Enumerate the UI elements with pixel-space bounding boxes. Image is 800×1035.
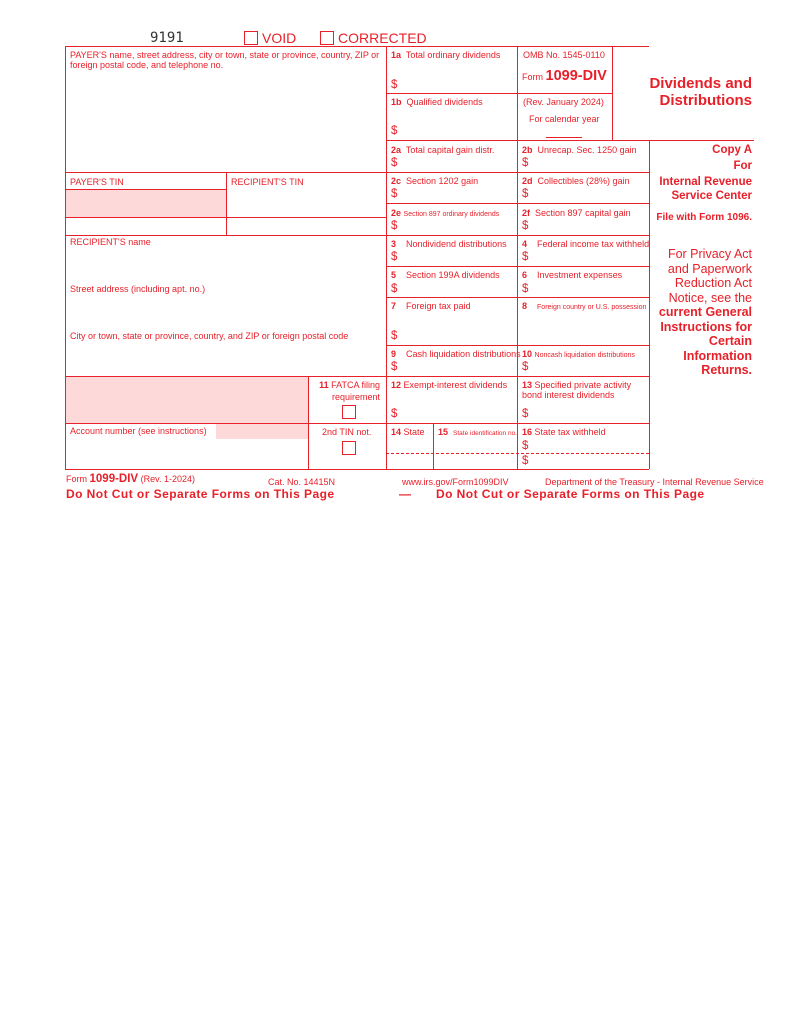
box10-field[interactable]: [531, 360, 647, 375]
corrected-checkbox[interactable]: [320, 31, 334, 45]
box7-label: [391, 301, 471, 311]
box16-num: 16: [522, 427, 533, 437]
box2e-field[interactable]: [400, 219, 515, 234]
box6-text: Investment expenses: [537, 270, 623, 280]
privacy-line6: Instructions for: [660, 319, 752, 334]
box12-dollar: $: [391, 408, 398, 420]
footer-form-id: [66, 473, 195, 486]
box15-field[interactable]: [434, 438, 516, 468]
recipient-name-label: RECIPIENT'S name: [70, 237, 151, 247]
box8-num: 8: [522, 301, 528, 311]
box2c-text: Section 1202 gain: [406, 176, 479, 186]
box4-text: Federal income tax withheld: [537, 239, 650, 249]
box2d-dollar: $: [522, 188, 529, 200]
box15-num: 15: [438, 427, 449, 437]
box2e-num: 2e: [391, 208, 402, 218]
footer-form-prefix: Form: [66, 474, 87, 484]
do-not-cut-left: Do Not Cut or Separate Forms on This Page: [66, 487, 335, 501]
recipient-tin-field[interactable]: [227, 189, 386, 217]
box1a-text: Total ordinary dividends: [405, 50, 501, 60]
city-state-zip-label: City or town, state or province, country, and ZIP or foreign postal code: [70, 331, 349, 341]
box2c-field[interactable]: [400, 187, 515, 202]
form-name: 1099-DIV: [545, 68, 607, 84]
box9-text: Cash liquidation distributions: [406, 349, 521, 359]
box15-text: State identification no.: [453, 430, 517, 437]
copy-a-line4: Service Center: [671, 190, 752, 202]
box2f-text: Section 897 capital gain: [535, 208, 631, 218]
form-prefix: Form: [522, 72, 543, 82]
box2a-field[interactable]: [400, 156, 515, 171]
privacy-line7: Certain: [708, 334, 752, 348]
box2f-num: 2f: [522, 208, 531, 218]
box1b-dollar: $: [391, 125, 398, 137]
box6-num: 6: [522, 270, 528, 280]
form-title-line2: Distributions: [659, 92, 752, 109]
account-number-label: Account number (see instructions): [70, 426, 207, 436]
box10-num: 10: [522, 349, 533, 359]
box1b-field[interactable]: [400, 122, 515, 138]
box7-num: 7: [391, 301, 397, 311]
box4-num: 4: [522, 239, 528, 249]
department-label: Department of the Treasury - Internal Revenue Service: [545, 477, 764, 487]
privacy-line3: Reduction Act: [674, 276, 752, 290]
box6-dollar: $: [522, 283, 529, 295]
recipient-name-field[interactable]: [66, 248, 386, 282]
corrected-label: CORRECTED: [338, 30, 427, 46]
box10-text: Noncash liquidation distributions: [534, 352, 635, 359]
box14-label: [391, 427, 425, 437]
box14-field[interactable]: [387, 438, 432, 468]
cat-number: Cat. No. 14415N: [268, 477, 336, 487]
box1b-label: [391, 97, 483, 107]
box7-dollar: $: [391, 330, 398, 342]
box5-field[interactable]: [400, 282, 515, 296]
box12-text: Exempt-interest dividends: [403, 380, 508, 390]
box2a-label: [391, 145, 494, 155]
footer-rev: (Rev. 1-2024): [140, 474, 195, 484]
do-not-cut-right: Do Not Cut or Separate Forms on This Page: [436, 487, 705, 501]
payer-name-label: PAYER'S name, street address, city or town, state or province, country, ZIP or foreign postal code, and telephone no.: [70, 50, 380, 70]
box5-text: Section 199A dividends: [406, 270, 500, 280]
void-label: VOID: [262, 30, 297, 46]
box16-dollar-2: $: [522, 455, 529, 467]
payer-tin-field[interactable]: [66, 189, 226, 217]
box16-field[interactable]: [531, 438, 647, 468]
box2a-text: Total capital gain distr.: [405, 145, 495, 155]
box1b-num: 1b: [391, 97, 402, 107]
box9-field[interactable]: [400, 360, 515, 375]
box2f-dollar: $: [522, 220, 529, 232]
irs-url: www.irs.gov/Form1099DIV: [402, 477, 509, 487]
box2f-field[interactable]: [531, 219, 647, 234]
city-state-zip-field[interactable]: [66, 343, 386, 375]
form-title-top: [522, 68, 607, 85]
second-tin-label: 2nd TIN not.: [322, 427, 372, 437]
payer-tin-label: PAYER'S TIN: [70, 177, 124, 187]
box2d-field[interactable]: [531, 187, 647, 202]
box2a-num: 2a: [391, 145, 402, 155]
box3-label: [391, 239, 507, 249]
payer-name-field[interactable]: [66, 75, 386, 171]
box9-label: [391, 349, 521, 359]
box7-field[interactable]: [400, 328, 515, 344]
box4-field[interactable]: [531, 250, 647, 265]
box10-dollar: $: [522, 361, 529, 373]
calendar-year-field[interactable]: [546, 124, 582, 137]
box11-text: FATCA filing requirement: [331, 380, 380, 402]
copy-a-line3: Internal Revenue: [659, 176, 752, 188]
account-number-field[interactable]: [66, 440, 308, 468]
box2d-num: 2d: [522, 176, 533, 186]
box4-dollar: $: [522, 251, 529, 263]
box12-num: 12: [391, 380, 402, 390]
fatca-checkbox[interactable]: [342, 405, 356, 419]
box2f-label: [522, 208, 631, 218]
box12-field[interactable]: [400, 406, 515, 422]
calendar-year-label: For calendar year: [529, 114, 600, 124]
box4-label: [522, 239, 649, 249]
box7-text: Foreign tax paid: [406, 301, 471, 311]
box6-field[interactable]: [531, 282, 647, 296]
box16-dollar-1: $: [522, 440, 529, 452]
box2b-label: [522, 145, 637, 155]
copy-a-block: [659, 143, 752, 203]
box2d-text: Collectibles (28%) gain: [537, 176, 630, 186]
box14-text: State: [403, 427, 425, 437]
box13-dollar: $: [522, 408, 529, 420]
street-address-label: Street address (including apt. no.): [70, 284, 206, 294]
box16-label: [522, 427, 606, 437]
box3-field[interactable]: [400, 250, 515, 265]
box2b-num: 2b: [522, 145, 533, 155]
privacy-line8: Information: [683, 348, 752, 363]
form-title: [649, 75, 752, 109]
box9-dollar: $: [391, 361, 398, 373]
box1a-field[interactable]: [400, 76, 515, 92]
box2c-label: [391, 176, 478, 186]
box13-num: 13: [522, 380, 533, 390]
box3-text: Nondividend distributions: [406, 239, 507, 249]
box5-num: 5: [391, 270, 397, 280]
box3-num: 3: [391, 239, 397, 249]
box8-text: Foreign country or U.S. possession: [537, 304, 647, 311]
box11-label: [310, 379, 380, 403]
void-checkbox[interactable]: [244, 31, 258, 45]
form-code: 9191: [150, 30, 184, 46]
file-with-1096: File with Form 1096.: [656, 212, 752, 223]
second-tin-checkbox[interactable]: [342, 441, 356, 455]
box5-label: [391, 270, 500, 280]
box12-label: [391, 380, 507, 390]
account-shaded-area: [216, 424, 308, 439]
box2b-dollar: $: [522, 157, 529, 169]
revision-date: (Rev. January 2024): [523, 97, 604, 107]
street-address-field[interactable]: [66, 296, 386, 328]
box13-text: Specified private activity bond interest dividends: [522, 380, 632, 400]
box2e-text: Section 897 ordinary dividends: [403, 211, 500, 218]
privacy-line1: For Privacy Act: [667, 247, 752, 261]
box1b-text: Qualified dividends: [406, 97, 483, 107]
privacy-notice: [659, 247, 752, 378]
footer-form-name: 1099-DIV: [89, 473, 139, 485]
privacy-line4: Notice, see the: [668, 290, 752, 305]
box2b-field[interactable]: [531, 156, 647, 171]
copy-a-line1: Copy A: [712, 144, 752, 156]
box2c-dollar: $: [391, 188, 398, 200]
box13-label: [522, 380, 647, 400]
box14-num: 14: [391, 427, 402, 437]
box13-field[interactable]: [531, 406, 647, 422]
copy-a-line2: For: [733, 160, 752, 172]
box1a-dollar: $: [391, 79, 398, 91]
box2b-text: Unrecap. Sec. 1250 gain: [537, 145, 637, 155]
box11-num: 11: [319, 380, 329, 390]
privacy-line9: Returns.: [701, 363, 752, 377]
omb-number: OMB No. 1545-0110: [523, 50, 605, 60]
box2d-label: [522, 176, 630, 186]
box2a-dollar: $: [391, 157, 398, 169]
box3-dollar: $: [391, 251, 398, 263]
box1a-label: [391, 50, 500, 60]
box16-text: State tax withheld: [534, 427, 606, 437]
recipient-tin-label: RECIPIENT'S TIN: [231, 177, 304, 187]
box2c-num: 2c: [391, 176, 402, 186]
privacy-line2: and Paperwork: [667, 261, 752, 276]
box8-label: [522, 301, 646, 313]
fatca-shaded-area: [66, 376, 308, 423]
privacy-line5: current General: [658, 305, 752, 319]
box1a-num: 1a: [391, 50, 402, 60]
box5-dollar: $: [391, 283, 398, 295]
form-title-line1: Dividends and: [649, 75, 752, 92]
do-not-cut-dash: —: [399, 487, 411, 501]
box2e-dollar: $: [391, 220, 398, 232]
box8-field[interactable]: [519, 313, 647, 344]
box9-num: 9: [391, 349, 397, 359]
box6-label: [522, 270, 622, 280]
